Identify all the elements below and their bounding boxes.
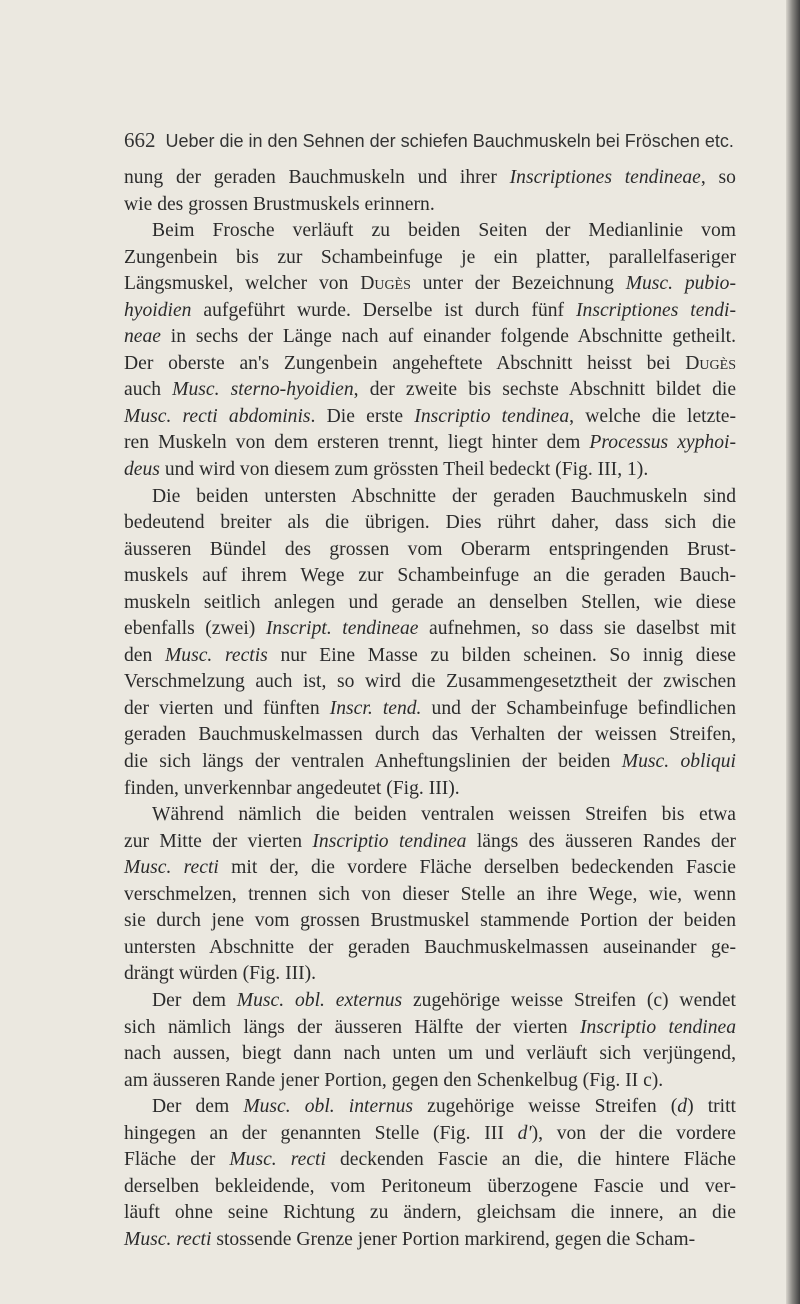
text-segment: drängt würden (Fig. III).	[124, 963, 317, 985]
text-segment: Musc. obl. externus	[236, 989, 403, 1011]
text-line	[124, 1147, 736, 1174]
text-segment: Fläche der	[124, 1149, 230, 1171]
text-segment: zugehörige weisse Streifen (c) wendet	[402, 989, 736, 1011]
text-segment: Der oberste an's Zungenbein angeheftete Abschnitt heisst bei	[124, 352, 686, 374]
text-segment: untersten Abschnitte der geraden Bauchmuskelmassen auseinander ge-	[124, 936, 736, 958]
body-text	[124, 165, 736, 1253]
text-line	[124, 563, 736, 590]
text-line	[124, 510, 736, 537]
text-line	[124, 616, 736, 643]
running-header	[124, 128, 744, 153]
text-line	[124, 537, 736, 564]
text-segment: derselben bekleidende, vom Peritoneum überzogene Fascie und ver-	[124, 1175, 736, 1197]
text-line	[124, 457, 736, 484]
text-line	[124, 1200, 736, 1227]
text-segment: bedeutend breiter als die übrigen. Dies rührt daher, dass sich die	[124, 512, 736, 534]
text-line	[124, 669, 736, 696]
text-segment: Musc. obl. internus	[243, 1096, 414, 1118]
text-segment: Beim Frosche verläuft zu beiden Seiten der Medianlinie vom	[152, 220, 736, 242]
text-segment: d	[677, 1096, 688, 1118]
text-line	[124, 271, 736, 298]
text-segment: Musc. recti	[229, 1149, 326, 1171]
text-line	[124, 961, 736, 988]
scan-edge-shadow	[786, 0, 800, 1304]
text-segment: hingegen an der genannten Stelle (Fig. III	[124, 1122, 518, 1144]
text-line	[124, 696, 736, 723]
text-segment: . Die erste	[310, 405, 415, 427]
text-segment: Musc. recti	[124, 857, 219, 879]
text-segment: sich nämlich längs der äusseren Hälfte der vierten	[124, 1016, 580, 1038]
text-segment: sie durch jene vom grossen Brustmuskel stammende Portion der beiden	[124, 910, 736, 932]
text-line	[124, 935, 736, 962]
text-segment: wie des grossen Brustmuskels erinnern.	[124, 193, 435, 215]
text-segment: läuft ohne seine Richtung zu ändern, gleichsam die innere, an die	[124, 1202, 736, 1224]
text-line	[124, 245, 736, 272]
text-segment: aufgeführt wurde. Derselbe ist durch fünf	[191, 299, 577, 321]
text-line	[124, 829, 736, 856]
text-line	[124, 908, 736, 935]
text-segment: Musc. obliqui	[621, 751, 736, 773]
text-segment: ) tritt	[687, 1096, 736, 1118]
text-segment: Zungenbein bis zur Schambeinfuge je ein platter, parallelfaseriger	[124, 246, 736, 268]
text-segment: und der Schambeinfuge befindlichen	[421, 697, 737, 719]
text-line	[124, 351, 736, 378]
text-segment: finden, unverkennbar angedeutet (Fig. III).	[124, 777, 460, 799]
text-segment: zur Mitte der vierten	[124, 830, 313, 852]
text-segment: der vierten und fünften	[124, 697, 330, 719]
text-line	[124, 1041, 736, 1068]
text-segment: nur Eine Masse zu bilden scheinen. So innig diese	[267, 644, 736, 666]
text-segment: Die beiden untersten Abschnitte der geraden Bauchmuskeln sind	[152, 485, 736, 507]
text-segment: , welche die letzte-	[569, 405, 736, 427]
text-line	[124, 324, 736, 351]
text-line	[124, 590, 736, 617]
text-segment: Der dem	[152, 989, 237, 1011]
text-segment: muskels auf ihrem Wege zur Schambeinfuge an die geraden Bauch-	[124, 565, 736, 587]
text-line	[124, 988, 736, 1015]
text-line	[124, 377, 736, 404]
text-line	[124, 776, 736, 803]
text-segment: am äusseren Rande jener Portion, gegen den Schenkelbug (Fig. II c).	[124, 1069, 664, 1091]
text-segment: hyoidien	[124, 299, 192, 321]
text-segment: deus	[124, 459, 160, 481]
text-segment: Processus xyphoi-	[589, 432, 736, 454]
text-segment: Längsmuskel, welcher von	[124, 273, 361, 295]
text-line	[124, 298, 736, 325]
text-line	[124, 1068, 736, 1095]
text-segment: Dugès	[360, 273, 411, 295]
text-line	[124, 722, 736, 749]
text-line	[124, 192, 736, 219]
text-segment: nach aussen, biegt dann nach unten um und verläuft sich verjüngend,	[124, 1043, 736, 1065]
text-line	[124, 882, 736, 909]
text-segment: Dugès	[685, 352, 736, 374]
text-segment: d'	[517, 1122, 532, 1144]
text-segment: ), von der die vordere	[531, 1122, 736, 1144]
text-segment: neae	[124, 326, 161, 348]
text-segment: geraden Bauchmuskelmassen durch das Verhalten der weissen Streifen,	[124, 724, 736, 746]
text-segment: Verschmelzung auch ist, so wird die Zusammengesetztheit der zwischen	[124, 671, 736, 693]
text-segment: Der dem	[152, 1096, 244, 1118]
text-line	[124, 484, 736, 511]
text-segment: Inscript. tendineae	[265, 618, 419, 640]
text-line	[124, 802, 736, 829]
text-segment: Inscriptio tendinea	[579, 1016, 736, 1038]
text-segment: unter der Bezeichnung	[410, 273, 626, 295]
text-segment: Während nämlich die beiden ventralen weissen Streifen bis etwa	[152, 804, 736, 826]
text-segment: die sich längs der ventralen Anheftungslinien der beiden	[124, 751, 622, 773]
text-segment: in sechs der Länge nach auf einander folgende Abschnitte getheilt.	[161, 326, 736, 348]
text-segment: längs des äusseren Randes der	[466, 830, 736, 852]
text-segment: Musc. rectis	[164, 644, 268, 666]
text-line	[124, 404, 736, 431]
text-line	[124, 1174, 736, 1201]
text-segment: Inscriptio tendinea	[312, 830, 467, 852]
text-segment: stossende Grenze jener Portion markirend, gegen die Scham-	[211, 1228, 696, 1250]
text-segment: mit der, die vordere Fläche derselben bedeckenden Fascie	[218, 857, 737, 879]
text-segment: und wird von diesem zum grössten Theil bedeckt (Fig. III, 1).	[159, 459, 649, 481]
text-segment: deckenden Fascie an die, die hintere Fläche	[325, 1149, 737, 1171]
text-segment: Musc. recti	[124, 1228, 212, 1250]
text-line	[124, 430, 736, 457]
text-line	[124, 643, 736, 670]
text-segment: Inscriptiones tendineae	[509, 167, 701, 188]
running-title: Ueber die in den Sehnen der schiefen Bauchmuskeln bei Fröschen etc.	[165, 131, 734, 151]
text-segment: nung der geraden Bauchmuskeln und ihrer	[124, 167, 510, 188]
text-line	[124, 1094, 736, 1121]
text-line	[124, 749, 736, 776]
text-line	[124, 1015, 736, 1042]
text-segment: auch	[124, 379, 173, 401]
text-segment: äusseren Bündel des grossen vom Oberarm entspringenden Brust-	[124, 538, 736, 560]
text-segment: Inscr. tend.	[329, 697, 422, 719]
text-segment: , so	[700, 167, 736, 188]
text-segment: Musc. recti abdominis	[124, 405, 311, 427]
text-segment: Inscriptio tendinea	[414, 405, 570, 427]
text-segment: zugehörige weisse Streifen (	[413, 1096, 678, 1118]
text-segment: ebenfalls (zwei)	[124, 618, 266, 640]
page-number: 662	[124, 128, 156, 152]
text-segment: aufnehmen, so dass sie daselbst mit	[418, 618, 736, 640]
text-segment: verschmelzen, trennen sich von dieser Stelle an ihre Wege, wie, wenn	[124, 883, 736, 905]
text-segment: Inscriptiones tendi-	[576, 299, 737, 321]
text-segment: Musc. pubio-	[625, 273, 736, 295]
text-segment: Musc. sterno-hyoidien	[172, 379, 354, 401]
text-line	[124, 1227, 736, 1254]
text-segment: muskeln seitlich anlegen und gerade an denselben Stellen, wie diese	[124, 591, 736, 613]
text-line	[124, 1121, 736, 1148]
text-segment: ren Muskeln von dem ersteren trennt, liegt hinter dem	[124, 432, 590, 454]
text-line	[124, 855, 736, 882]
text-segment: den	[124, 644, 165, 666]
text-line	[124, 165, 736, 192]
text-line	[124, 218, 736, 245]
text-segment: , der zweite bis sechste Abschnitt bildet die	[353, 379, 737, 401]
